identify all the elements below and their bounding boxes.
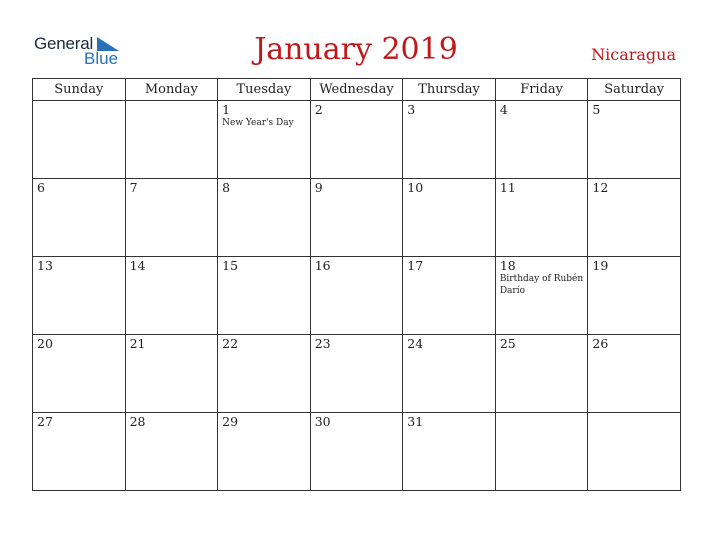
day-number: 20 — [37, 336, 53, 351]
day-cell — [495, 413, 588, 491]
day-number: 9 — [314, 180, 323, 195]
day-cell — [310, 179, 403, 257]
day-number: 11 — [499, 180, 516, 195]
day-cell — [310, 101, 403, 179]
day-number: 16 — [314, 258, 331, 273]
day-cell — [218, 257, 311, 335]
week-row — [33, 257, 681, 335]
week-row — [33, 179, 681, 257]
day-cell — [218, 179, 311, 257]
day-number: 28 — [129, 414, 146, 429]
day-number: 30 — [314, 414, 331, 429]
day-number: 13 — [37, 258, 53, 273]
day-number: 5 — [592, 102, 601, 117]
day-cell — [403, 413, 496, 491]
day-number: 4 — [499, 102, 508, 117]
day-number: 22 — [222, 336, 239, 351]
day-number — [33, 101, 125, 102]
day-cell — [218, 101, 311, 179]
day-number: 25 — [499, 336, 516, 351]
day-cell — [33, 179, 126, 257]
day-cell — [588, 413, 681, 491]
day-cell — [495, 101, 588, 179]
day-cell — [588, 335, 681, 413]
day-cell — [33, 335, 126, 413]
country-name: Nicaragua — [591, 45, 676, 64]
day-number — [588, 413, 680, 414]
day-cell — [125, 413, 218, 491]
day-cell — [125, 179, 218, 257]
day-number: 19 — [592, 258, 609, 273]
day-number: 2 — [314, 102, 323, 117]
day-cell — [588, 257, 681, 335]
day-number: 24 — [407, 336, 424, 351]
day-number: 17 — [407, 258, 424, 273]
logo-text-general: General — [34, 34, 94, 53]
day-number: 8 — [222, 180, 231, 195]
day-number: 29 — [222, 414, 239, 429]
day-cell — [403, 257, 496, 335]
holiday-label: New Year's Day — [222, 118, 294, 128]
calendar-grid — [32, 78, 681, 491]
day-cell — [33, 413, 126, 491]
day-number: 23 — [314, 336, 331, 351]
day-cell — [403, 179, 496, 257]
day-cell — [495, 179, 588, 257]
day-number: 21 — [129, 336, 146, 351]
day-number: 1 — [222, 102, 231, 117]
day-cell — [125, 101, 218, 179]
day-cell — [33, 257, 126, 335]
weekday-header: Saturday — [588, 79, 681, 101]
day-number: 6 — [37, 180, 45, 195]
day-cell — [588, 179, 681, 257]
day-cell — [495, 257, 588, 335]
day-cell — [310, 413, 403, 491]
day-number — [126, 101, 218, 102]
holiday-label: Birthday of Rubén Darío — [499, 274, 584, 296]
day-number: 31 — [407, 414, 424, 429]
day-number: 3 — [407, 102, 416, 117]
day-cell — [218, 335, 311, 413]
day-cell — [125, 335, 218, 413]
week-row — [33, 335, 681, 413]
day-number: 18 — [499, 258, 516, 273]
weekday-header: Tuesday — [218, 79, 311, 101]
week-row — [33, 413, 681, 491]
day-number: 27 — [37, 414, 53, 429]
day-cell — [125, 257, 218, 335]
day-number: 7 — [129, 180, 138, 195]
weekday-header: Friday — [495, 79, 588, 101]
day-cell — [403, 335, 496, 413]
day-cell — [33, 101, 126, 179]
day-cell — [310, 257, 403, 335]
weekday-header-row — [33, 79, 681, 101]
week-row — [33, 101, 681, 179]
day-cell — [588, 101, 681, 179]
day-number: 26 — [592, 336, 609, 351]
day-number: 12 — [592, 180, 609, 195]
day-number: 14 — [129, 258, 146, 273]
day-number: 10 — [407, 180, 424, 195]
day-cell — [403, 101, 496, 179]
day-number — [496, 413, 588, 414]
weekday-header: Wednesday — [310, 79, 403, 101]
weekday-header: Sunday — [33, 79, 126, 101]
logo-text-blue: Blue — [84, 49, 119, 68]
calendar-title: January 2019 — [254, 32, 458, 67]
day-number: 15 — [222, 258, 239, 273]
weekday-header: Monday — [125, 79, 218, 101]
day-cell — [218, 413, 311, 491]
day-cell — [310, 335, 403, 413]
day-cell — [495, 335, 588, 413]
weekday-header: Thursday — [403, 79, 496, 101]
